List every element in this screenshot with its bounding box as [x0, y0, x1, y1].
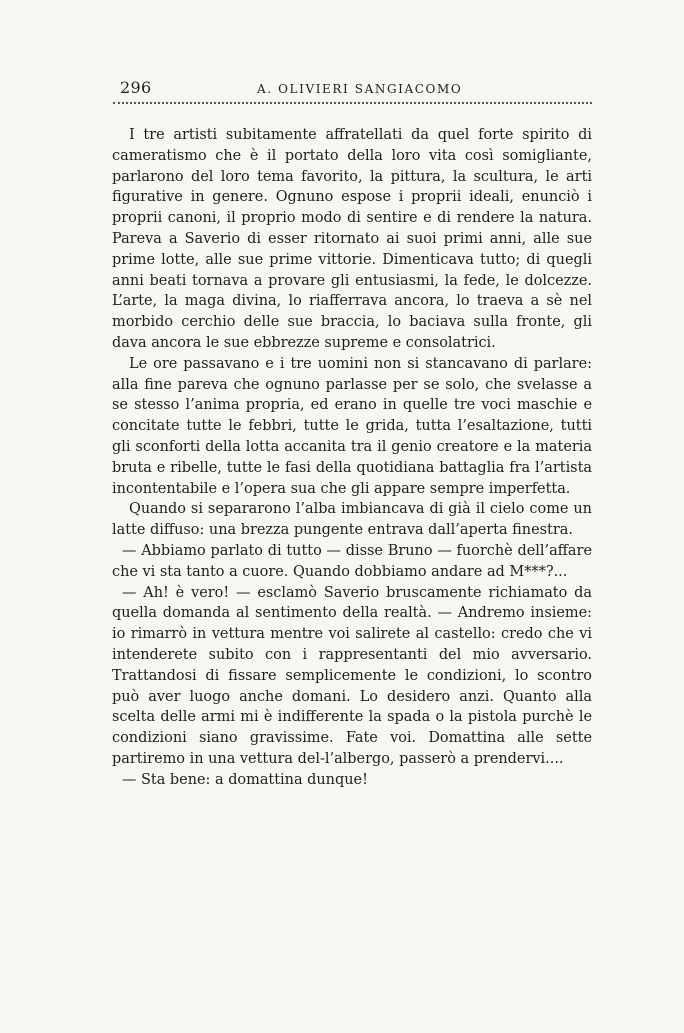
- running-head: A. OLIVIERI SANGIACOMO: [257, 82, 463, 96]
- dialogue-saverio: — Ah! è vero! — esclamò Saverio bruscamente richiamato da quella domanda al sentimento della realtà. — Andremo insieme: io rimarrò in vettura mentre voi salirete al castello: credo che vi intenderete subito con i rappresentanti del mio avversario. Trattandosi di fissare semplicemente le condizioni, lo scontro può aver luogo anche domani. Lo desidero anzi. Quanto alla scelta delle armi mi è indifferente la spada o la pistola purchè le condizioni siano gravissime. Fate voi. Domattina alle sette partiremo in una vettura del-l’albergo, passerò a prendervi....: [112, 584, 592, 767]
- paragraph-3: Quando si separarono l’alba imbiancava di già il cielo come un latte diffuso: una brezza pungente entrava dall’aperta finestra.: [112, 501, 592, 539]
- dialogue-bruno: — Abbiamo parlato di tutto — disse Bruno — fuorchè dell’affare che vi sta tanto a cuore. Quando dobbiamo andare ad M***?...: [112, 542, 592, 580]
- body-text: [112, 125, 592, 791]
- paragraph-2: Le ore passavano e i tre uomini non si stancavano di parlare: alla fine pareva che ognuno parlasse per se solo, che svelasse a se stesso l’anima propria, ed erano in quelle tre voci maschie e concitate tutte le febbri, tutte le grida, tutta l’esaltazione, tutti gli sconforti della lotta accanita tra il genio creatore e la materia bruta e ribelle, tutte le fasi della quotidiana battaglia fra l’artista incontentabile e l’opera sua che gli appare sempre imperfetta.: [112, 355, 592, 497]
- paragraph-1: I tre artisti subitamente affratellati da quel forte spirito di cameratismo che è il portato della loro vita così somigliante, parlarono del loro tema favorito, la pittura, la scultura, le arti figurative in genere. Ognuno espose i proprii ideali, enunciò i proprii canoni, il proprio modo di sentire e di rendere la natura. Pareva a Saverio di esser ritornato ai suoi primi anni, alle sue prime lotte, alle sue prime vittorie. Dimenticava tutto; di quegli anni beati tornava a provare gli entusiasmi, la fede, le dolcezze. L’arte, la maga divina, lo riafferrava ancora, lo traeva a sè nel morbido cerchio delle sue braccia, lo baciava sulla fronte, gli dava ancora le sue ebbrezze supreme e consolatrici.: [112, 127, 592, 351]
- page-header: [112, 77, 592, 103]
- header-dotted-rule: [113, 102, 592, 104]
- dialogue-reply: — Sta bene: a domattina dunque!: [122, 771, 368, 788]
- page-number: 296: [120, 78, 152, 97]
